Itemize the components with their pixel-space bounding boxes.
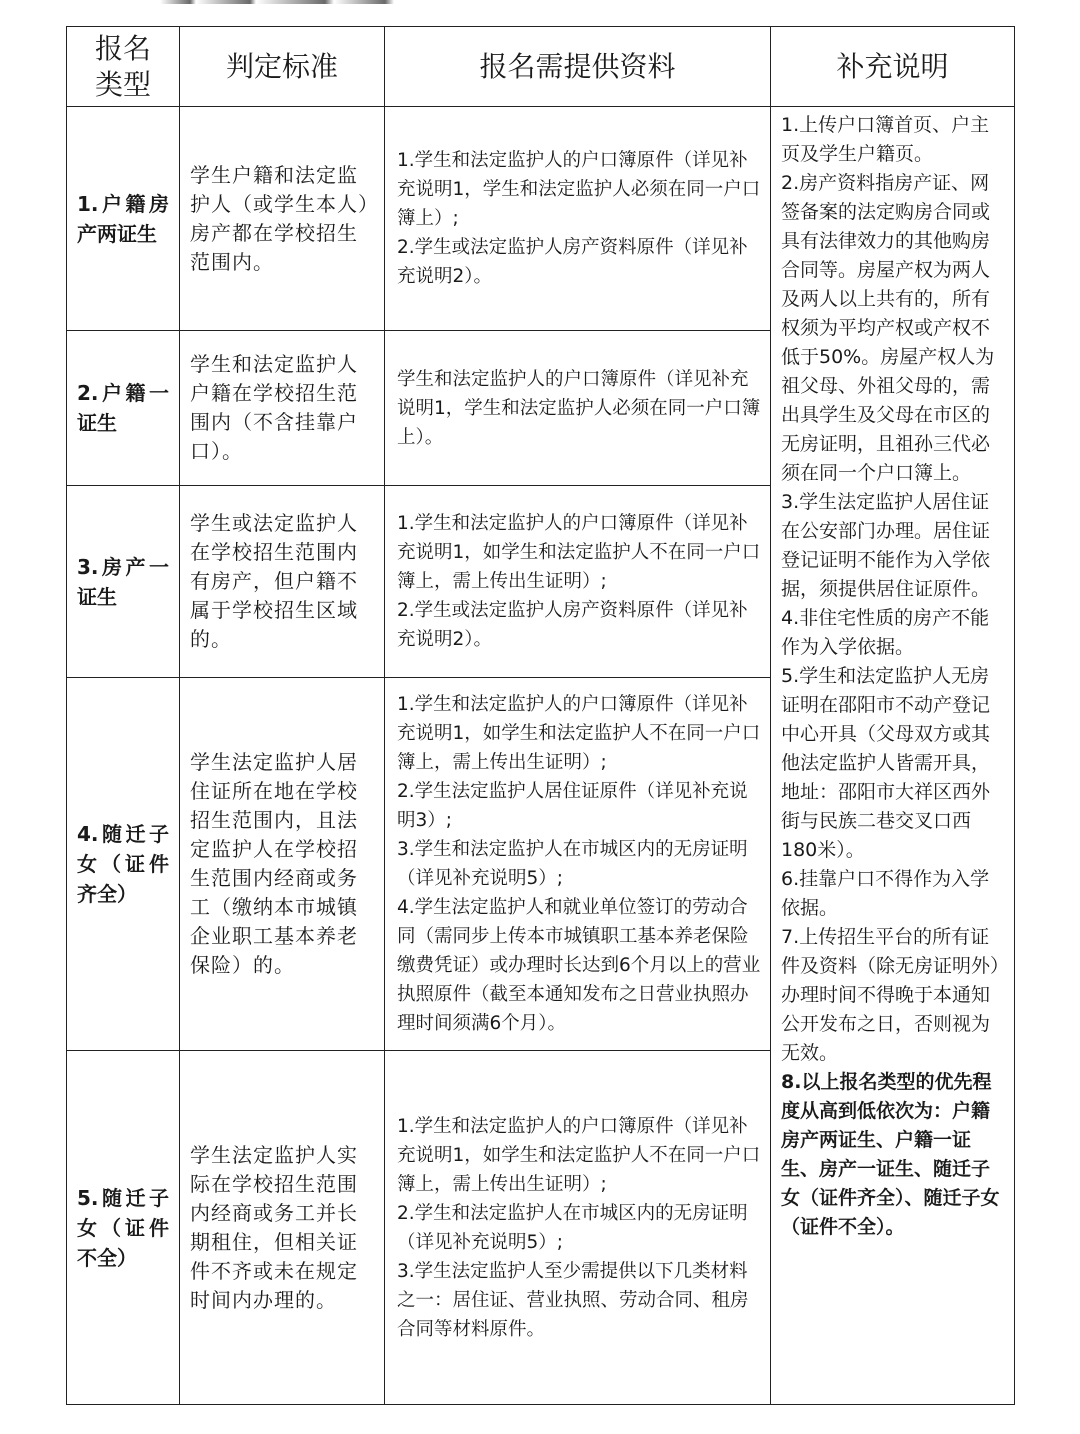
row-materials [385,331,771,486]
note-item: 7.上传招生平台的所有证件及资料（除无房证明外）办理时间不得晚于本通知公开发布之日，否则视为无效。 [781,926,1000,1064]
header-type: 报名 类型 [67,27,180,107]
note-item: 2.房产资料指房产证、网签备案的法定购房合同或具有法律效力的其他购房合同等。房屋产权为两人及两人以上共有的，所有权须为平均产权或产权不低于50%。房屋产权人为祖父母、外祖父母的，需出具学生及父母在市区的无房证明，且祖孙三代必须在同一个户口簿上。 [781,172,995,484]
header-standard: 判定标准 [180,27,385,107]
material-item: 1.学生和法定监护人的户口簿原件（详见补充说明1，如学生和法定监护人不在同一户口簿上，需上传出生证明）; [397,513,761,592]
row-type: 1.户籍房产两证生 [67,107,180,331]
material-item: 2.学生或法定监护人房产资料原件（详见补充说明2）。 [397,600,748,650]
material-item: 4.学生法定监护人和就业单位签订的劳动合同（需同步上传本市城镇职工基本养老保险缴费凭证）或办理时长达到6个月以上的营业执照原件（截至本通知发布之日营业执照办理时间须满6个月）。 [397,897,761,1034]
material-item: 3.学生和法定监护人在市城区内的无房证明（详见补充说明5）; [397,839,748,889]
row-materials [385,107,771,331]
row-type: 4.随迁子女（证件齐全） [67,678,180,1051]
cropped-text-fragment [160,0,460,4]
row-type: 5.随迁子女（证件不全） [67,1051,180,1405]
material-item: 2.学生和法定监护人在市城区内的无房证明（详见补充说明5）; [397,1202,748,1253]
table-row [67,107,1015,331]
table-header-row [67,27,1015,107]
material-item: 3.学生法定监护人至少需提供以下几类材料之一：居住证、营业执照、劳动合同、租房合同等材料原件。 [397,1260,749,1340]
enrollment-type-table [66,26,1015,1405]
row-standard: 学生法定监护人实际在学校招生范围内经商或务工并长期租住，但相关证件不齐或未在规定时间内办理的。 [180,1051,385,1405]
material-item: 1.学生和法定监护人的户口簿原件（详见补充说明1，如学生和法定监护人不在同一户口簿上，需上传出生证明）; [397,1115,761,1195]
note-item-priority: 8.以上报名类型的优先程度从高到低依次为：户籍房产两证生、户籍一证生、房产一证生、随迁子女（证件齐全）、随迁子女（证件不全）。 [781,1071,1000,1238]
material-item: 2.学生法定监护人居住证原件（详见补充说明3）; [397,781,748,831]
note-item: 3.学生法定监护人居住证在公安部门办理。居住证登记证明不能作为入学依据，须提供居住证原件。 [781,491,991,600]
row-materials [385,1051,771,1405]
note-item: 5.学生和法定监护人无房证明在邵阳市不动产登记中心开具（父母双方或其他法定监护人皆需开具，地址：邵阳市大祥区西外街与民族二巷交叉口西180米）。 [781,665,991,861]
row-materials [385,678,771,1051]
row-standard: 学生或法定监护人在学校招生范围内有房产，但户籍不属于学校招生区域的。 [180,486,385,678]
row-standard: 学生户籍和法定监护人（或学生本人）房产都在学校招生范围内。 [180,107,385,331]
note-item: 1.上传户口簿首页、户主页及学生户籍页。 [781,114,990,165]
row-type: 2.户籍一证生 [67,331,180,486]
row-materials [385,486,771,678]
row-standard: 学生法定监护人居住证所在地在学校招生范围内，且法定监护人在学校招生范围内经商或务工（缴纳本市城镇企业职工基本养老保险）的。 [180,678,385,1051]
row-standard: 学生和法定监护人户籍在学校招生范围内（不含挂靠户口）。 [180,331,385,486]
header-materials: 报名需提供资料 [385,27,771,107]
material-item: 1.学生和法定监护人的户口簿原件（详见补充说明1，学生和法定监护人必须在同一户口簿上）; [397,150,761,229]
header-notes: 补充说明 [771,27,1015,107]
row-type: 3.房产一证生 [67,486,180,678]
material-item: 2.学生或法定监护人房产资料原件（详见补充说明2）。 [397,237,748,287]
material-item: 1.学生和法定监护人的户口簿原件（详见补充说明1，如学生和法定监护人不在同一户口簿上，需上传出生证明）; [397,694,761,773]
note-item: 6.挂靠户口不得作为入学依据。 [781,868,990,919]
note-item: 4.非住宅性质的房产不能作为入学依据。 [781,607,990,658]
supplementary-notes [771,107,1015,1405]
material-item: 学生和法定监护人的户口簿原件（详见补充说明1，学生和法定监护人必须在同一户口簿上）。 [397,368,761,448]
